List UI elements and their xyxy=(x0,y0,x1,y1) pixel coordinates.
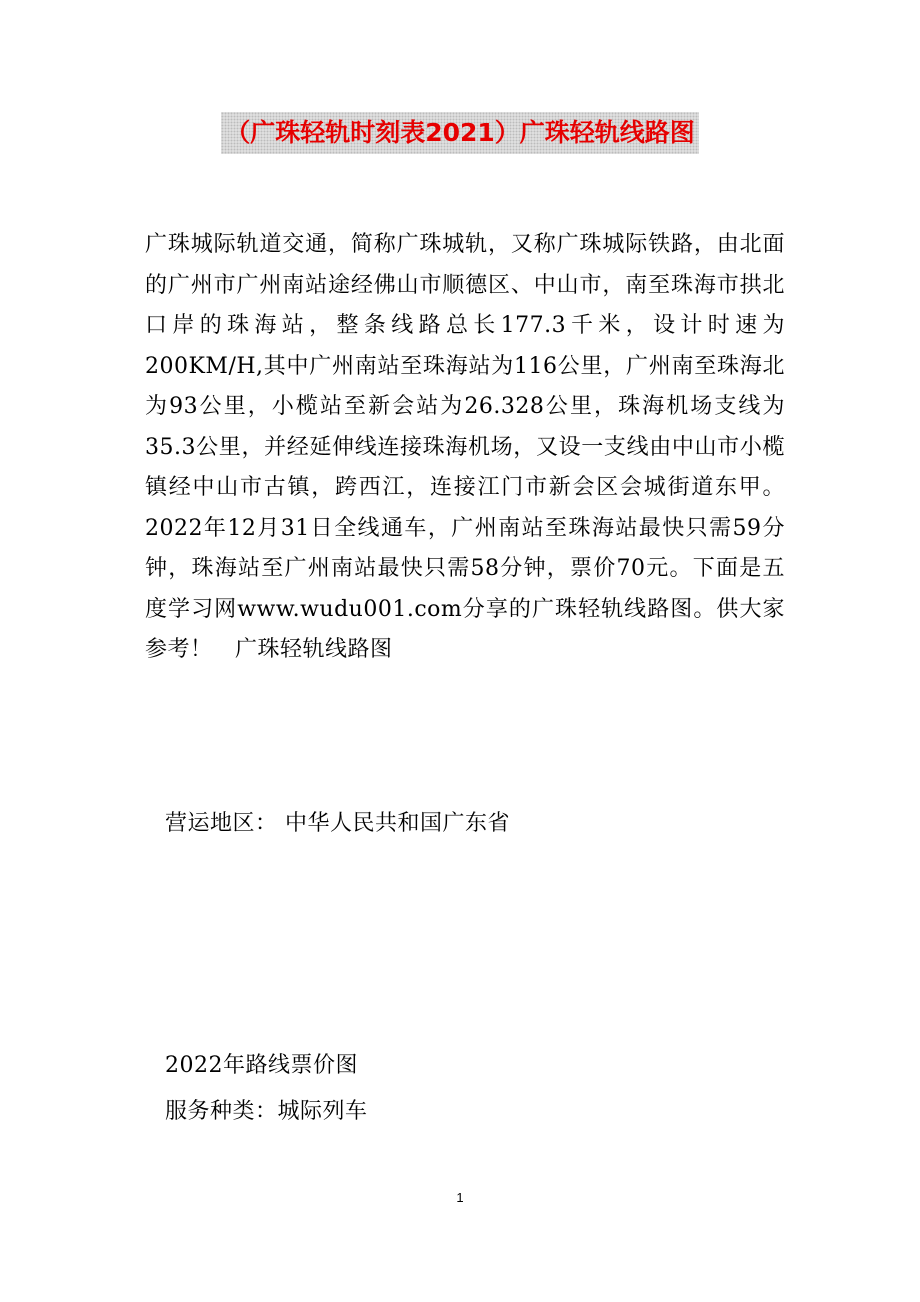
page-number: 1 xyxy=(456,1190,464,1205)
operating-region-line: 营运地区： 中华人民共和国广东省 xyxy=(165,811,510,836)
page-title: （广珠轻轨时刻表2021）广珠轻轨线路图 xyxy=(221,112,699,154)
body-paragraph: 广珠城际轨道交通，简称广珠城轨，又称广珠城际铁路，由北面的广州市广州南站途经佛山市顺德区、中山市，南至珠海市拱北口岸的珠海站，整条线路总长177.3千米，设计时速为200KM/H,其中广州南站至珠海站为116公里，广州南至珠海北为93公里，小榄站至新会站为26.328公里，珠海机场支线为35.3公里，并经延伸线连接珠海机场，又设一支线由中山市小榄镇经中山市古镇，跨西江，连接江门市新会区会城街道东甲。2022年12月31日全线通车，广州南站至珠海站最快只需59分钟，珠海站至广州南站最快只需58分钟，票价70元。下面是五度学习网www.wudu001.com分享的广珠轻轨线路图。供大家参考！ 广珠轻轨线路图 xyxy=(145,232,785,662)
fare-map-label: 2022年路线票价图 xyxy=(165,1053,358,1078)
service-type-line: 服务种类：城际列车 xyxy=(165,1099,368,1124)
title-container xyxy=(0,112,920,154)
